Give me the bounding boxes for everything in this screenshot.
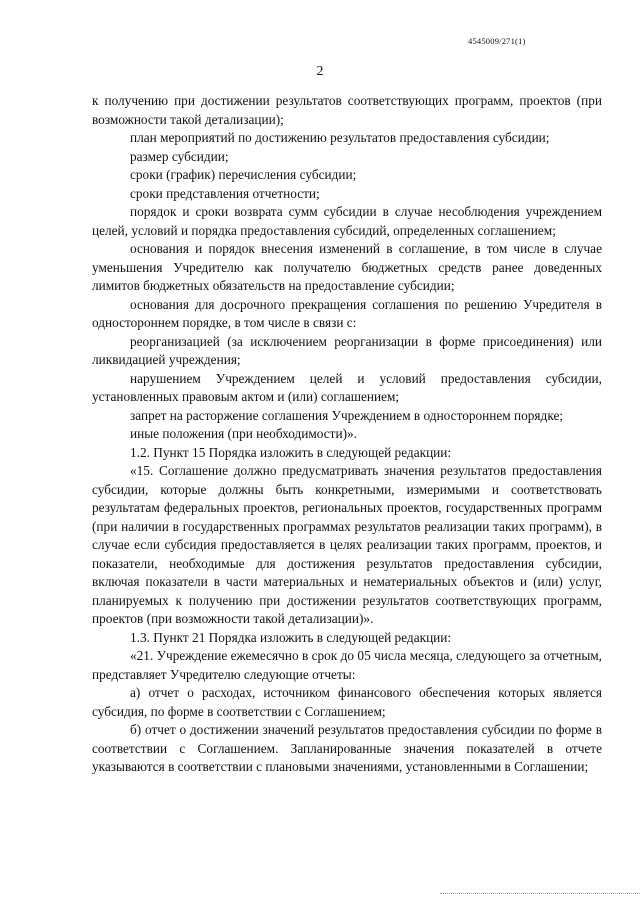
- list-item-size: размер субсидии;: [130, 148, 229, 164]
- clause-15-text: «15. Соглашение должно предусматривать значения результатов предоставления субсидии, которые должны быть конкретными, измеримыми и соответствовать результатам федеральных проектов, региональных проектов, государственных программ (при наличии в государственных программах результатов реализации таких программ), в случае если субсидия предоставляется в целях реализации таких программ, проектов, и показатели, необходимые для достижения результатов предоставления субсидии, включая показатели в части материальных и нематериальных объектов и (или) услуг, планируемых к получению при достижении результатов соответствующих программ, проектов (при возможности такой детализации)».: [92, 463, 602, 626]
- list-item-plan: план мероприятий по достижению результатов предоставления субсидии;: [130, 130, 550, 145]
- list-item-violation: нарушением Учреждением целей и условий предоставления субсидии, установленных правовым актом и (или) соглашением;: [92, 370, 602, 404]
- clause-1-2-heading: 1.2. Пункт 15 Порядка изложить в следующей редакции:: [130, 444, 452, 460]
- list-item-termination: основания для досрочного прекращения соглашения по решению Учредителя в одностороннем порядке, в том числе в связи с:: [92, 296, 602, 330]
- paragraph-continuation: к получению при достижении результатов соответствующих программ, проектов (при возможности такой детализации);: [92, 93, 602, 127]
- list-item-changes: основания и порядок внесения изменений в соглашение, в том числе в случае уменьшения Учредителю как получателю бюджетных средств ранее доведенных лимитов бюджетных обязательств на предоставление субсидии;: [92, 241, 602, 293]
- report-item-a: а) отчет о расходах, источником финансового обеспечения которых является субсидия, по форме в соответствии с Соглашением;: [92, 685, 602, 719]
- page-number: 2: [316, 64, 324, 79]
- list-item-reorganization: реорганизацией (за исключением реорганизации в форме присоединения) или ликвидацией учреждения;: [92, 333, 602, 367]
- list-item-reporting: сроки представления отчетности;: [130, 185, 320, 201]
- clause-21-text: «21. Учреждение ежемесячно в срок до 05 числа месяца, следующего за отчетным, представляет Учредителю следующие отчеты:: [92, 648, 602, 682]
- list-item-schedule: сроки (график) перечисления субсидии;: [130, 167, 357, 182]
- list-item-prohibition: запрет на расторжение соглашения Учреждением в одностороннем порядке;: [130, 407, 564, 423]
- document-body: [92, 92, 602, 777]
- document-id: 4545009/271(1): [468, 36, 526, 46]
- list-item-other: иные положения (при необходимости)».: [130, 426, 357, 441]
- list-item-return: порядок и сроки возврата сумм субсидии в случае несоблюдения учреждением целей, условий и порядка предоставления субсидий, определенных соглашением;: [92, 204, 602, 238]
- clause-1-3-heading: 1.3. Пункт 21 Порядка изложить в следующей редакции:: [130, 629, 452, 645]
- report-item-b: б) отчет о достижении значений результатов предоставления субсидии по форме в соответствии с Соглашением. Запланированные значения показателей в отчете указываются в соответствии с плановыми значениями, установленными в Соглашении;: [92, 722, 602, 774]
- scan-artifact: [440, 893, 640, 895]
